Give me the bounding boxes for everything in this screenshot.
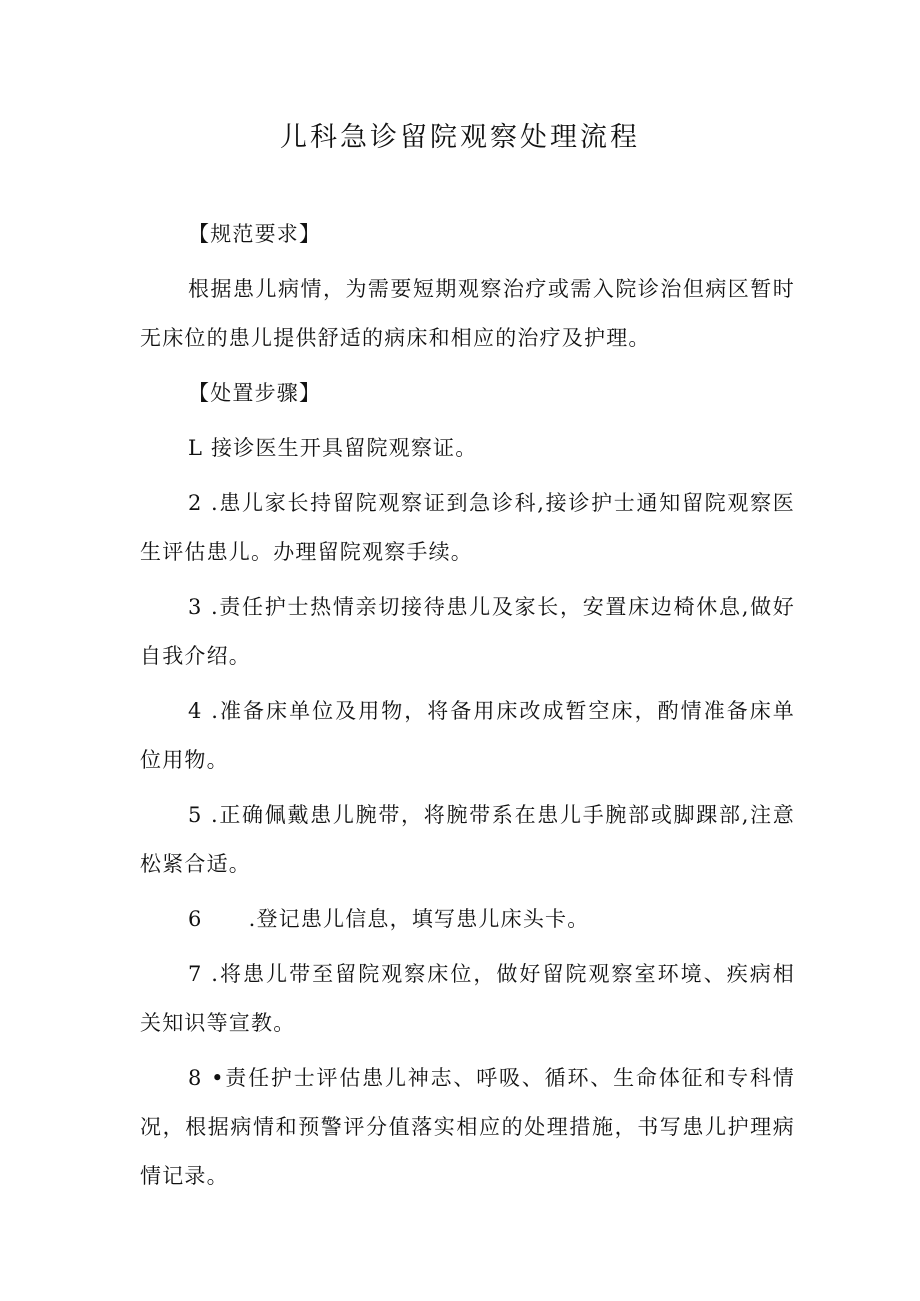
step-text: .准备床单位及用物，将备用床改成暂空床，酌情准备床单位用物。 [140, 699, 795, 772]
step-item-5 [140, 791, 795, 889]
step-text: 接诊医生开具留院观察证。 [211, 436, 478, 460]
step-text: .责任护士热情亲切接待患儿及家长，安置床边椅休息,做好自我介绍。 [140, 595, 795, 668]
step-item-8 [140, 1054, 795, 1201]
step-text: .正确佩戴患儿腕带，将腕带系在患儿手腕部或脚踝部,注意松紧合适。 [140, 803, 795, 876]
step-item-6 [140, 895, 795, 944]
step-number: 7 [188, 962, 203, 986]
step-number: 5 [188, 803, 203, 827]
section-heading-steps: 【处置步骤】 [188, 381, 322, 405]
step-number: 2 [188, 491, 203, 515]
step-item-1 [140, 424, 795, 473]
step-number: 6 [188, 907, 203, 931]
step-text: •责任护士评估患儿神志、呼吸、循环、生命体征和专科情况，根据病情和预警评分值落实相应的处理措施，书写患儿护理病情记录。 [140, 1066, 795, 1188]
step-number: 4 [188, 699, 203, 723]
step-item-7 [140, 950, 795, 1048]
document-body [140, 210, 795, 1207]
step-item-2 [140, 479, 795, 577]
step-item-4 [140, 687, 795, 785]
step-item-3 [140, 583, 795, 681]
step-text: .登记患儿信息，填写患儿床头卡。 [248, 907, 590, 931]
step-number: 8 [188, 1066, 203, 1090]
section-heading-requirements: 【规范要求】 [188, 222, 322, 246]
step-text: .将患儿带至留院观察床位，做好留院观察室环境、疾病相关知识等宣教。 [140, 962, 795, 1035]
requirements-paragraph: 根据患儿病情，为需要短期观察治疗或需入院诊治但病区暂时无床位的患儿提供舒适的病床和相应的治疗及护理。 [140, 277, 795, 350]
step-text: .患儿家长持留院观察证到急诊科,接诊护士通知留院观察医生评估患儿。办理留院观察手续。 [140, 491, 795, 564]
document-title: 儿科急诊留院观察处理流程 [280, 122, 640, 153]
step-number: 3 [188, 595, 203, 619]
step-number: L [188, 436, 204, 460]
